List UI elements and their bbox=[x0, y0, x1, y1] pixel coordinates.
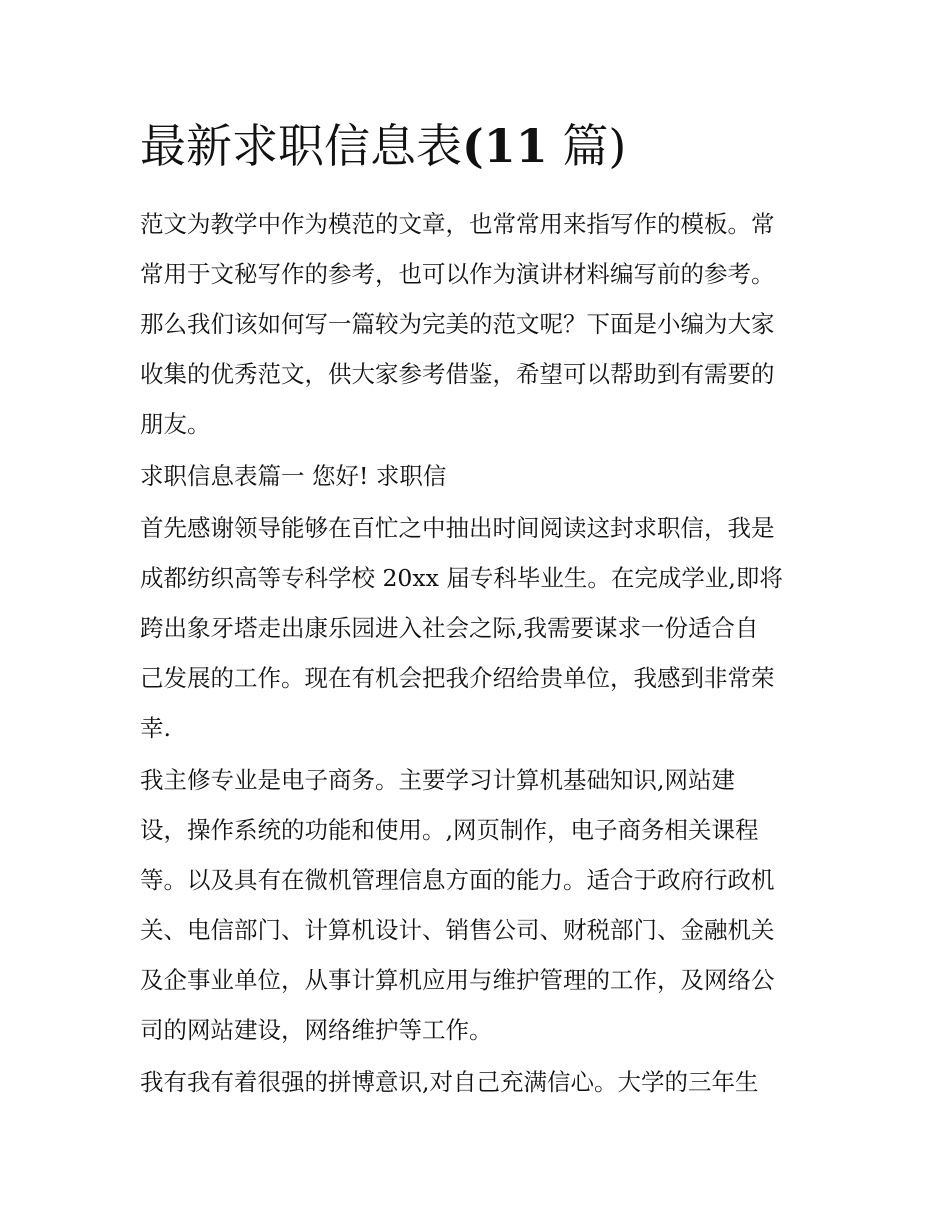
text-line: 常用于文秘写作的参考，也可以作为演讲材料编写前的参考。 bbox=[140, 260, 775, 288]
text-line: 幸. bbox=[140, 714, 171, 742]
title-unit: 篇) bbox=[562, 119, 627, 173]
page-title bbox=[140, 116, 626, 176]
text-line: 首先感谢领导能够在百忙之中抽出时间阅读这封求职信，我是 bbox=[140, 514, 775, 542]
text-line: 己发展的工作。现在有机会把我介绍给贵单位，我感到非常荣 bbox=[140, 664, 775, 692]
text-line: 等。以及具有在微机管理信息方面的能力。适合于政府行政机 bbox=[140, 866, 775, 894]
title-count: (11 bbox=[462, 119, 548, 173]
text-line: 我主修专业是电子商务。主要学习计算机基础知识,网站建 bbox=[140, 766, 735, 794]
text-line: 范文为教学中作为模范的文章，也常常用来指写作的模板。常 bbox=[140, 210, 775, 238]
text-line: 那么我们该如何写一篇较为完美的范文呢？下面是小编为大家 bbox=[140, 310, 775, 338]
text-line: 司的网站建设，网络维护等工作。 bbox=[140, 1016, 493, 1044]
text-line: 我有我有着很强的拼博意识,对自己充满信心。大学的三年生 bbox=[140, 1068, 759, 1096]
text-line: 及企事业单位，从事计算机应用与维护管理的工作，及网络公 bbox=[140, 966, 775, 994]
text-line: 朋友。 bbox=[140, 410, 211, 438]
section-heading: 求职信息表篇一 您好! 求职信 bbox=[140, 462, 447, 490]
title-main: 最新求职信息表 bbox=[140, 119, 462, 173]
text-line: 设，操作系统的功能和使用。,网页制作，电子商务相关课程 bbox=[140, 816, 759, 844]
text-line: 关、电信部门、计算机设计、销售公司、财税部门、金融机关 bbox=[140, 916, 775, 944]
text-line: 收集的优秀范文，供大家参考借鉴，希望可以帮助到有需要的 bbox=[140, 360, 775, 388]
text-line: 成都纺织高等专科学校 20xx 届专科毕业生。在完成学业,即将 bbox=[140, 564, 783, 592]
text-line: 跨出象牙塔走出康乐园进入社会之际,我需要谋求一份适合自 bbox=[140, 614, 759, 642]
